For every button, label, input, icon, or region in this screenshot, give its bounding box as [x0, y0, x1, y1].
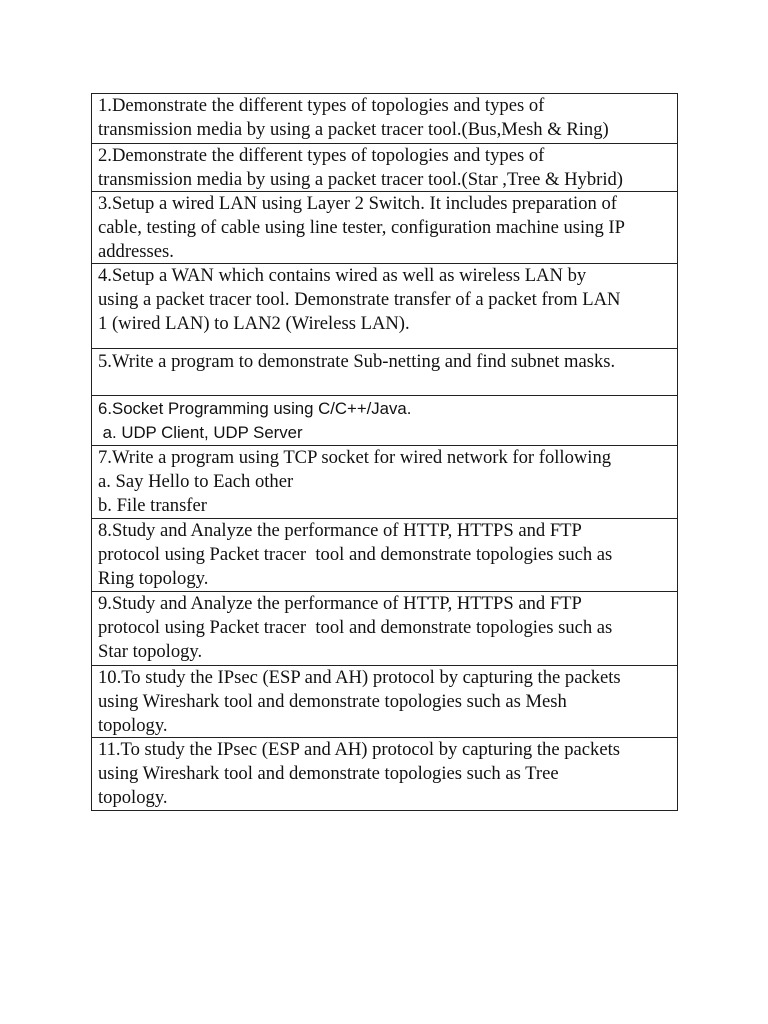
table-row: [92, 143, 677, 191]
row-text-line: Ring topology.: [98, 568, 209, 589]
row-text-line: topology.: [98, 787, 168, 808]
table-row: [92, 94, 677, 143]
table-row: [92, 348, 677, 395]
table-row: [92, 191, 677, 263]
table-row: [92, 263, 677, 348]
row-text-line: 9.Study and Analyze the performance of HTTP, HTTPS and FTP: [98, 593, 582, 614]
row-text-line: 6.Socket Programming using C/C++/Java.: [98, 399, 412, 418]
row-text-line: 3.Setup a wired LAN using Layer 2 Switch. It includes preparation of: [98, 193, 617, 214]
row-text-line: transmission media by using a packet tracer tool.(Star ,Tree & Hybrid): [98, 169, 623, 190]
row-text-line: using Wireshark tool and demonstrate topologies such as Tree: [98, 763, 559, 784]
row-text-line: Star topology.: [98, 641, 203, 662]
row-text-line: addresses.: [98, 241, 174, 262]
row-text-line: b. File transfer: [98, 495, 207, 516]
row-text-line: 1.Demonstrate the different types of topologies and types of: [98, 95, 545, 116]
table-row: [92, 518, 677, 591]
experiment-list-table: [91, 93, 678, 811]
row-text-line: 4.Setup a WAN which contains wired as well as wireless LAN by: [98, 265, 587, 286]
table-row: [92, 591, 677, 665]
table-row: [92, 445, 677, 518]
row-text-line: protocol using Packet tracer tool and demonstrate topologies such as: [98, 617, 613, 638]
row-text-line: a. UDP Client, UDP Server: [98, 423, 303, 442]
row-text-line: 2.Demonstrate the different types of topologies and types of: [98, 145, 545, 166]
row-text-line: 10.To study the IPsec (ESP and AH) protocol by capturing the packets: [98, 667, 621, 688]
row-text-line: a. Say Hello to Each other: [98, 471, 294, 492]
row-text-line: 11.To study the IPsec (ESP and AH) protocol by capturing the packets: [98, 739, 620, 760]
row-text-line: protocol using Packet tracer tool and demonstrate topologies such as: [98, 544, 613, 565]
row-text-line: 7.Write a program using TCP socket for wired network for following: [98, 447, 612, 468]
row-text-line: cable, testing of cable using line tester, configuration machine using IP: [98, 217, 625, 238]
table-row: [92, 737, 677, 810]
row-text-line: transmission media by using a packet tracer tool.(Bus,Mesh & Ring): [98, 119, 609, 140]
row-text-line: topology.: [98, 715, 168, 736]
table-row: [92, 395, 677, 445]
row-text-line: 8.Study and Analyze the performance of HTTP, HTTPS and FTP: [98, 520, 582, 541]
row-text-line: using Wireshark tool and demonstrate topologies such as Mesh: [98, 691, 567, 712]
row-text-line: 5.Write a program to demonstrate Sub-netting and find subnet masks.: [98, 351, 616, 372]
row-text-line: 1 (wired LAN) to LAN2 (Wireless LAN).: [98, 313, 410, 334]
row-text-line: using a packet tracer tool. Demonstrate transfer of a packet from LAN: [98, 289, 621, 310]
table-row: [92, 665, 677, 737]
